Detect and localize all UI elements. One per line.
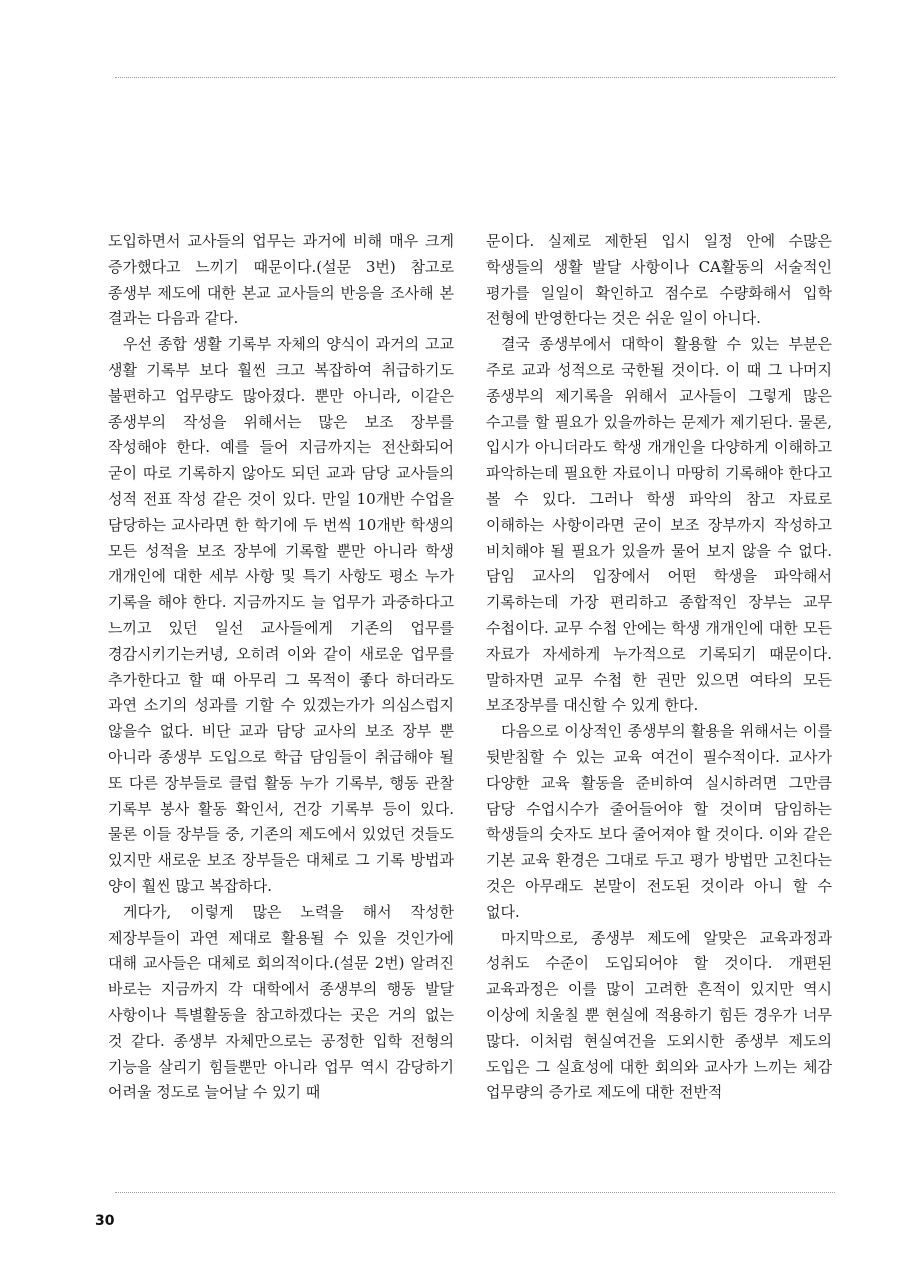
paragraph: 도입하면서 교사들의 업무는 과거에 비해 매우 크게 증가했다고 느끼기 때문이다.(설문 3번) 참고로 종생부 제도에 대한 본교 교사들의 반응을 조사해 본 결과는 다음과 같다. (108, 232, 454, 328)
left-column (108, 229, 454, 1106)
paragraph: 문이다. 실제로 제한된 입시 일정 안에 수많은 학생들의 생활 발달 사항이나 CA활동의 서술적인 평가를 일일이 확인하고 점수로 수량화해서 입학 전형에 반영한다는 것은 쉬운 일이 아니다. (486, 232, 832, 328)
paragraph: 다음으로 이상적인 종생부의 활용을 위해서는 이를 뒷받침할 수 있는 교육 여건이 필수적이다. 교사가 다양한 교육 활동을 준비하여 실시하려면 그만큼 담당 수업시수가 줄어들어야 할 것이며 담임하는 학생들의 숫자도 보다 줄어져야 할 것이다. 이와 같은 기본 교육 환경은 그대로 두고 평가 방법만 고친다는 것은 아무래도 본말이 전도된 것이라 아니 할 수 없다. (486, 722, 832, 921)
paragraph: 결국 종생부에서 대학이 활용할 수 있는 부분은 주로 교과 성적으로 국한될 것이다. 이 때 그 나머지 종생부의 제기록을 위해서 교사들이 그렇게 많은 수고를 할 필요가 있을까하는 문제가 제기된다. 물론, 입시가 아니더라도 학생 개개인을 다양하게 이해하고 파악하는데 필요한 자료이니 마땅히 기록해야 한다고 볼 수 있다. 그러나 학생 파악의 참고 자료로 이해하는 사항이라면 굳이 보조 장부까지 작성하고 비치해야 될 필요가 있을까 물어 보지 않을 수 없다. 담임 교사의 입장에서 어떤 학생을 파악해서 기록하는데 가장 편리하고 종합적인 장부는 교무 수첩이다. 교무 수첩 안에는 학생 개개인에 대한 모든 자료가 자세하게 누가적으로 기록되기 때문이다. 말하자면 교무 수첩 한 권만 있으면 여타의 모든 보조장부를 대신할 수 있게 한다. (486, 335, 832, 715)
page-number: 30 (95, 1213, 115, 1229)
paragraph: 게다가, 이렇게 많은 노력을 해서 작성한 제장부들이 과연 제대로 활용될 수 있을 것인가에 대해 교사들은 대체로 회의적이다.(설문 2번) 알려진 바로는 지금까지 각 대학에서 종생부의 행동 발달 사항이나 특별활동을 참고하겠다는 곳은 거의 없는 것 같다. 종생부 자체만으로는 공정한 입학 전형의 기능을 살리기 힘들뿐만 아니라 업무 역시 감당하기 어려울 정도로 늘어날 수 있기 때 (108, 902, 454, 1102)
header-rule (115, 77, 835, 78)
right-column (486, 229, 832, 1106)
footer-rule (115, 1192, 835, 1193)
paragraph: 마지막으로, 종생부 제도에 알맞은 교육과정과 성취도 수준이 도입되어야 할 것이다. 개편된 교육과정은 이를 많이 고려한 흔적이 있지만 역시 이상에 치울칠 뿐 현실에 적용하기 힘든 경우가 너무 많다. 이처럼 현실여건을 도외시한 종생부 제도의 도입은 그 실효성에 대한 회의와 교사가 느끼는 체감 업무량의 증가로 제도에 대한 전반적 (486, 928, 832, 1102)
paragraph: 우선 종합 생활 기록부 자체의 양식이 과거의 고교 생활 기록부 보다 훨씬 크고 복잡하여 취급하기도 불편하고 업무량도 많아졌다. 뿐만 아니라, 이같은 종생부의 작성을 위해서는 많은 보조 장부를 작성해야 한다. 예를 들어 지금까지는 전산화되어 굳이 따로 기록하지 않아도 되던 교과 담당 교사들의 성적 전표 작성 같은 것이 있다. 만일 10개반 수업을 담당하는 교사라면 한 학기에 두 번씩 10개반 학생의 모든 성적을 보조 장부에 기록할 뿐만 아니라 학생 개개인에 대한 세부 사항 및 특기 사항도 평소 누가 기록을 해야 한다. 지금까지도 늘 업무가 과중하다고 느끼고 있던 일선 교사들에게 기존의 업무를 경감시키기는커녕, 오히려 이와 같이 새로운 업무를 추가한다고 할 때 아무리 그 목적이 좋다 하더라도 과연 소기의 성과를 기할 수 있겠는가가 의심스럽지 않을수 없다. 비단 교과 담당 교사의 보조 장부 뿐 아니라 종생부 도입으로 학급 담임들이 취급해야 될 또 다른 장부들로 클럽 활동 누가 기록부, 행동 관찰 기록부 봉사 활동 확인서, 건강 기록부 등이 있다. 물론 이들 장부들 중, 기존의 제도에서 있었던 것들도 있지만 새로운 보조 장부들은 대체로 그 기록 방법과 양이 훨씬 많고 복잡하다. (108, 335, 454, 895)
